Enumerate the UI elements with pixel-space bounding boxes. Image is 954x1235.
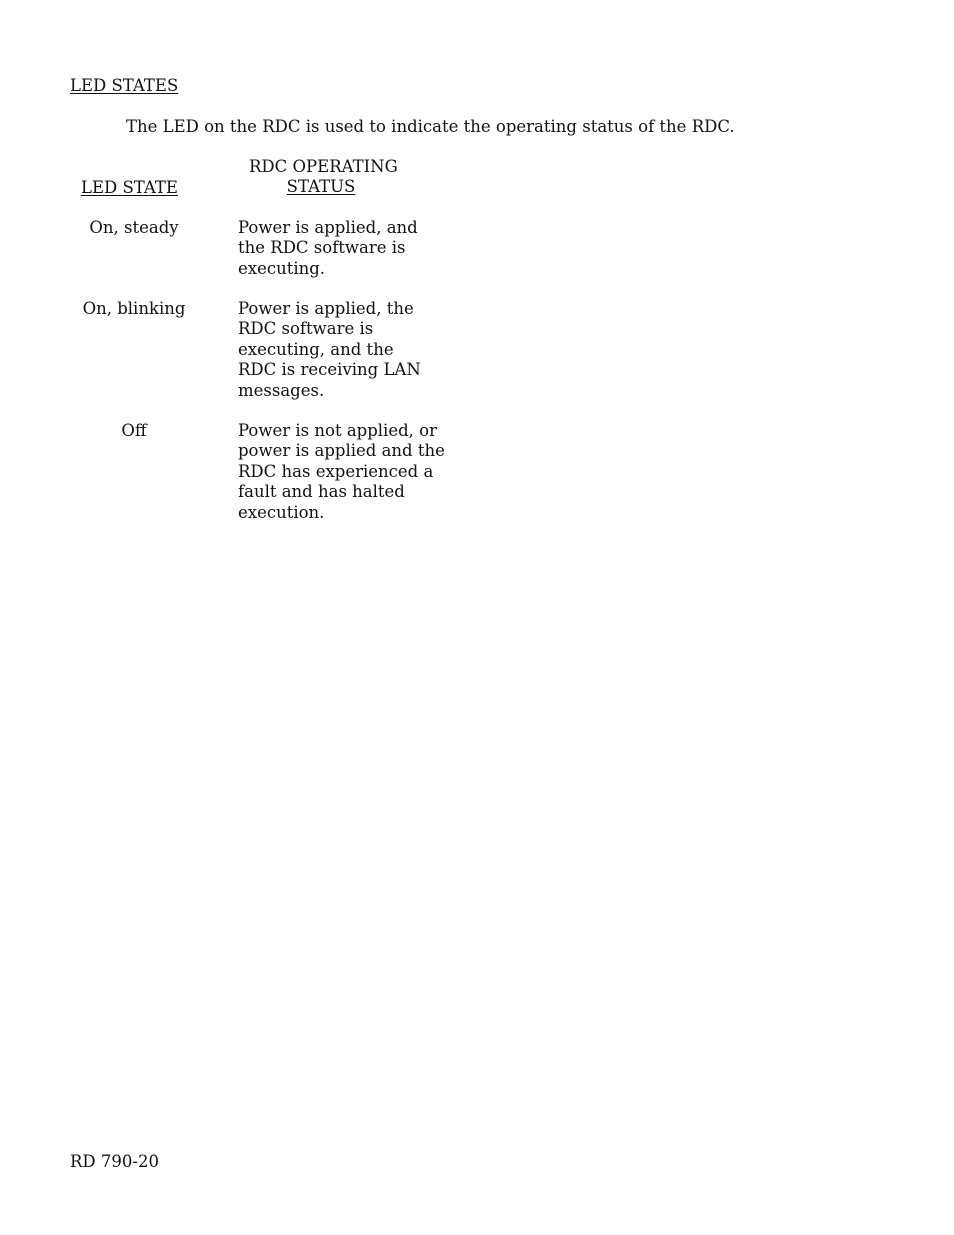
table-header-status-line1: RDC OPERATING — [249, 157, 398, 176]
page-footer-id: RD 790-20 — [70, 1152, 159, 1171]
operating-status-cell: Power is not applied, or power is applied and the RDC has experienced a fault and has halted execution. — [238, 421, 445, 522]
intro-paragraph: The LED on the RDC is used to indicate the operating status of the RDC. — [126, 117, 735, 136]
led-state-cell: On, blinking — [82, 299, 186, 318]
section-title: LED STATES — [70, 76, 179, 95]
table-header-status — [249, 157, 398, 198]
led-state-cell: Off — [121, 421, 147, 440]
operating-status-cell: Power is applied, the RDC software is executing, and the RDC is receiving LAN messages. — [238, 299, 421, 400]
table-header-status-line2: STATUS — [286, 177, 356, 197]
operating-status-cell: Power is applied, and the RDC software is executing. — [238, 218, 418, 278]
table-header-state: LED STATE — [81, 178, 178, 197]
led-state-cell: On, steady — [89, 218, 179, 237]
